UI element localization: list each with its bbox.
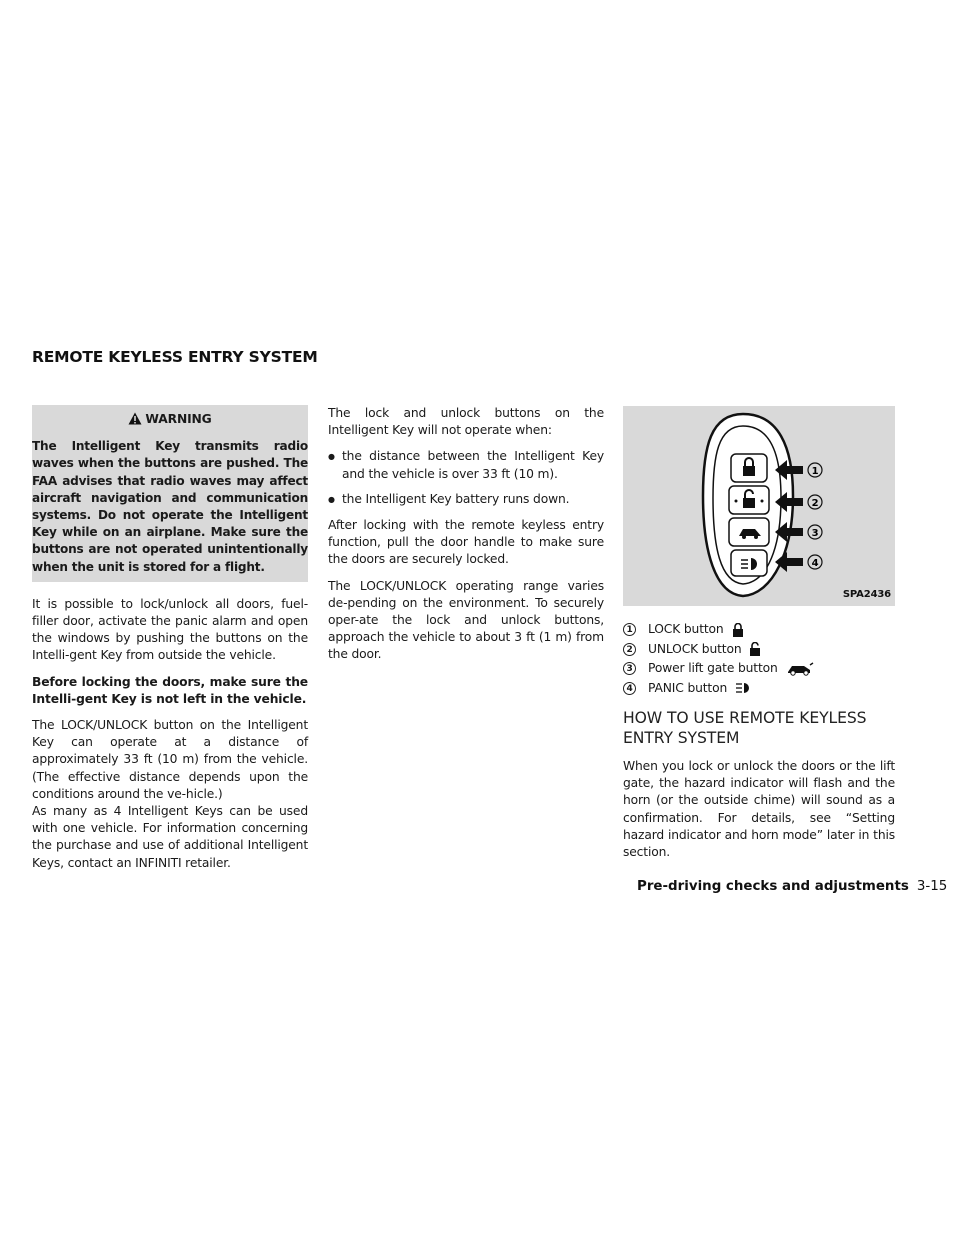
legend-number: 1 <box>623 623 636 636</box>
paragraph: The LOCK/UNLOCK button on the Intelligent Key can operate at a distance of approximately 33 ft (10 m) from the vehicle. (The effective distance depends upon the conditions around the ve-hicle.) <box>32 718 308 801</box>
subsection-heading: HOW TO USE REMOTE KEYLESS ENTRY SYSTEM <box>623 709 867 747</box>
paragraph: The lock and unlock buttons on the Intelligent Key will not operate when: <box>328 406 604 438</box>
footer-section-title: Pre-driving checks and adjustments <box>637 879 909 894</box>
callout-4: 4 <box>811 558 819 569</box>
column-1 <box>32 405 308 881</box>
legend-label: LOCK button <box>648 622 724 637</box>
legend-number: 4 <box>623 682 636 695</box>
legend-number: 2 <box>623 643 636 656</box>
paragraph: It is possible to lock/unlock all doors, fuel-filler door, activate the panic alarm and open the windows by pushing the buttons on the Intelli-gent Key from outside the vehicle. <box>32 596 308 663</box>
warning-title <box>32 411 308 428</box>
lock-icon <box>732 623 744 637</box>
section-header: REMOTE KEYLESS ENTRY SYSTEM <box>32 348 318 366</box>
legend-label: Power lift gate button <box>648 661 778 676</box>
list-item: ● the Intelligent Key battery runs down. <box>328 491 604 508</box>
figure-label: SPA2436 <box>842 588 891 600</box>
unlock-icon <box>749 642 761 656</box>
key-fob-figure <box>623 406 895 606</box>
callout-1: 1 <box>811 466 819 477</box>
column-3 <box>623 406 895 870</box>
paragraph: As many as 4 Intelligent Keys can be used with one vehicle. For information concerning the purchase and use of additional Intelligent Keys, contact an INFINITI retailer. <box>32 804 308 870</box>
legend-label: UNLOCK button <box>648 641 742 656</box>
paragraph: When you lock or unlock the doors or the lift gate, the hazard indicator will flash and the horn (or the outside chime) will sound as a confirmation. For details, see “Setting hazard indicator and horn mode” later in this section. <box>623 759 895 860</box>
warning-text: The Intelligent Key transmits radio waves when the buttons are pushed. The FAA advises that radio waves may affect aircraft navigation and communication systems. Do not operate the Intelligent Key while on an airplane. Make sure the buttons are not operated unintentionally when the unit is stored for a flight. <box>32 439 308 574</box>
legend-item <box>623 679 895 699</box>
legend-item <box>623 659 895 679</box>
paragraph: After locking with the remote keyless entry function, pull the door handle to make sure the doors are securely locked. <box>328 518 604 567</box>
paragraph: The LOCK/UNLOCK operating range varies de-pending on the environment. To securely oper-ate the lock and unlock buttons, approach the vehicle to about 3 ft (1 m) from the door. <box>328 578 604 662</box>
page-number: 3-15 <box>916 879 948 894</box>
warning-box <box>32 405 308 582</box>
key-fob-illustration <box>623 406 895 606</box>
page-footer <box>637 879 947 894</box>
list-item: ● the distance between the Intelligent Key and the vehicle is over 33 ft (10 m). <box>328 448 604 482</box>
legend-item <box>623 640 895 660</box>
bullet-list <box>328 448 604 508</box>
warning-triangle-icon <box>128 412 142 425</box>
legend-label: PANIC button <box>648 680 728 695</box>
warning-title-text: WARNING <box>145 412 212 426</box>
legend-item <box>623 620 895 640</box>
bold-paragraph: Before locking the doors, make sure the Intelli-gent Key is not left in the vehicle. <box>32 674 308 706</box>
legend <box>623 620 895 698</box>
column-2 <box>328 405 604 673</box>
panic-icon <box>735 681 751 695</box>
legend-number: 3 <box>623 662 636 675</box>
callout-3: 3 <box>811 528 819 539</box>
lift-gate-icon <box>786 662 814 676</box>
callout-2: 2 <box>811 498 819 509</box>
